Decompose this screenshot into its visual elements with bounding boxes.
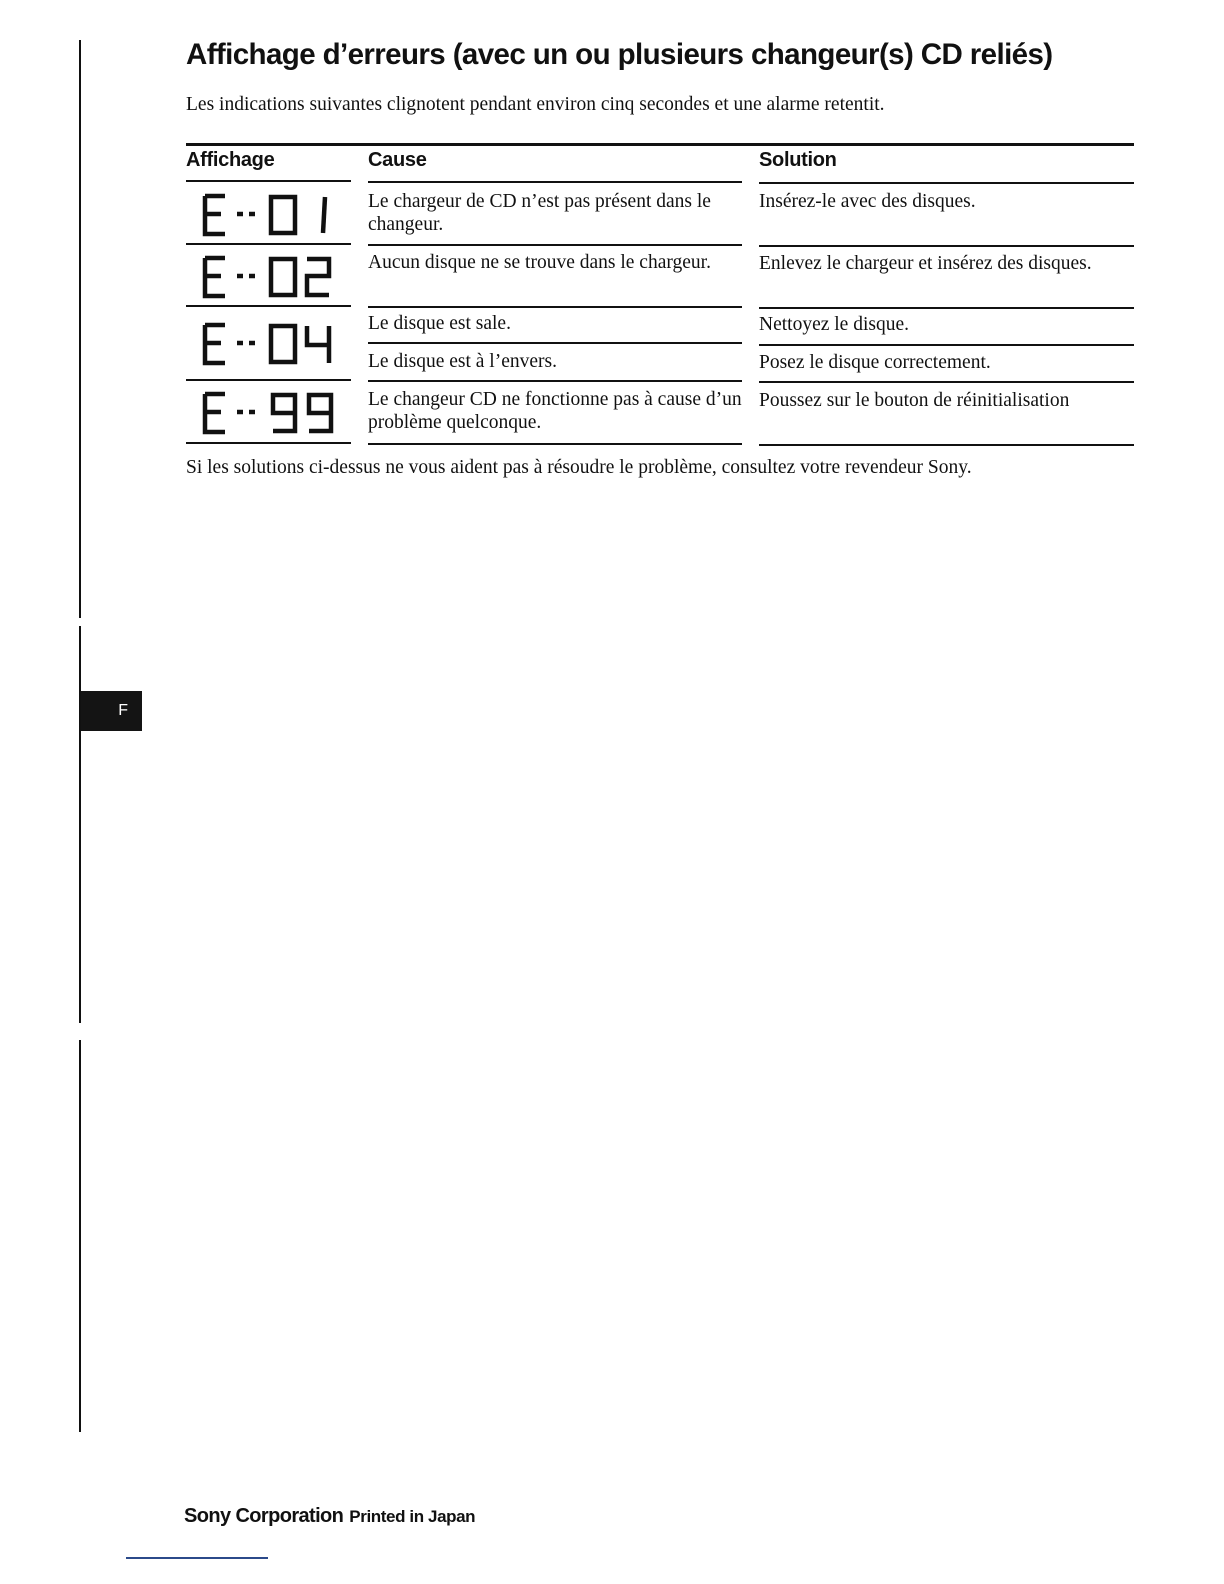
margin-rule (79, 40, 81, 618)
seven-segment-display-icon (199, 321, 339, 367)
margin-rule (79, 1040, 81, 1432)
solution-text: Posez le disque correctement. (759, 352, 991, 373)
cause-text: Le disque est sale. (368, 313, 511, 334)
cause-text: Le changeur CD ne fonctionne pas à cause d’un problème quelconque. (368, 389, 742, 433)
solution-text: Insérez-le avec des disques. (759, 191, 976, 212)
page-title: Affichage d’erreurs (avec un ou plusieurs changeur(s) CD reliés) (186, 38, 1053, 71)
header-display: Affichage (186, 149, 275, 171)
bottom-edge-mark (126, 1557, 268, 1559)
company-footer (184, 1505, 475, 1528)
language-tab: F (81, 691, 142, 731)
cause-text: Le disque est à l’envers. (368, 351, 557, 372)
cause-text: Le chargeur de CD n’est pas présent dans le changeur. (368, 191, 711, 235)
error-code-e99 (186, 383, 351, 443)
seven-segment-display-icon (199, 192, 339, 238)
seven-segment-display-icon (199, 390, 339, 436)
solution-text: Poussez sur le bouton de réinitialisation (759, 390, 1070, 411)
solution-text: Enlevez le chargeur et insérez des disques. (759, 253, 1092, 274)
solution-text: Nettoyez le disque. (759, 314, 909, 335)
intro-text: Les indications suivantes clignotent pendant environ cinq secondes et une alarme retentit. (186, 94, 885, 115)
error-code-e02 (186, 248, 351, 305)
company-name: Sony Corporation (184, 1505, 344, 1527)
table-top-rule (186, 143, 1134, 146)
printed-in: Printed in Japan (349, 1507, 476, 1526)
header-solution: Solution (759, 149, 837, 171)
seven-segment-display-icon (199, 254, 339, 300)
margin-rule (79, 626, 81, 1023)
error-code-e04 (186, 309, 351, 379)
header-cause: Cause (368, 149, 427, 171)
cause-text: Aucun disque ne se trouve dans le chargeur. (368, 252, 711, 273)
error-code-e01 (186, 187, 351, 243)
help-note: Si les solutions ci-dessus ne vous aident pas à résoudre le problème, consultez votre revendeur Sony. (186, 457, 972, 478)
